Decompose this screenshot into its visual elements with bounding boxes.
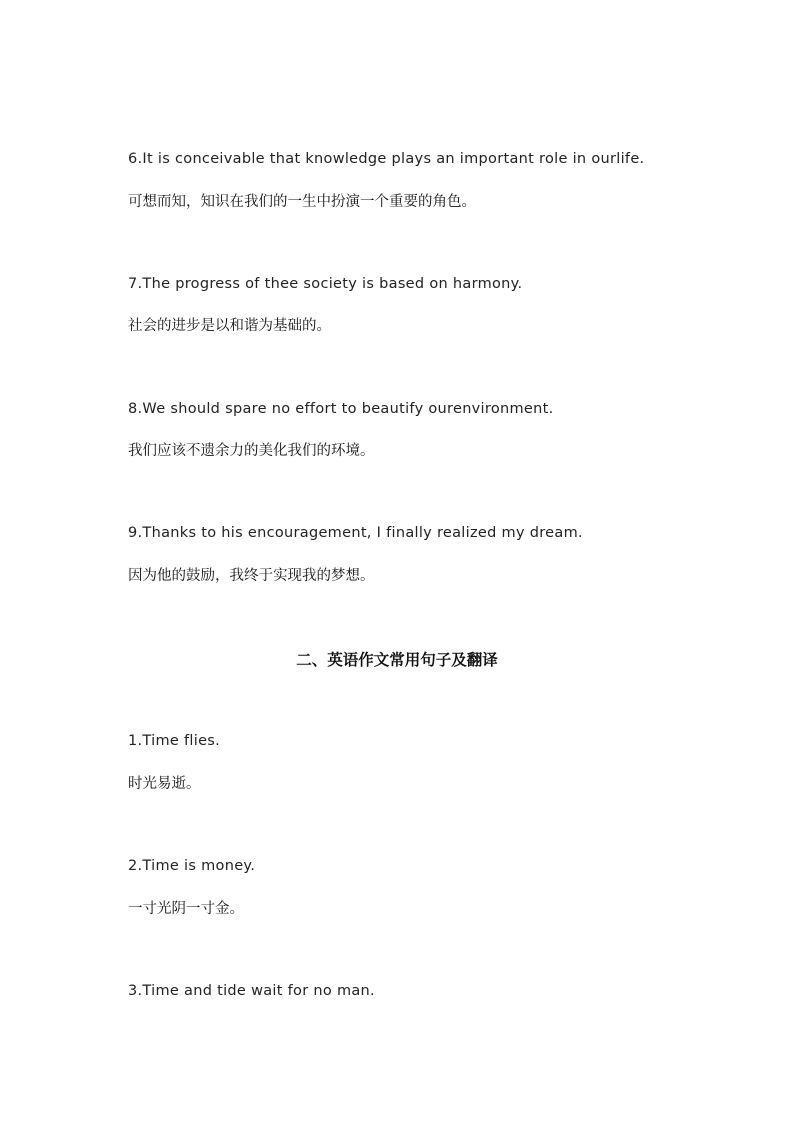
sentence-9-english: 9.Thanks to his encouragement, I finally realized my dream. bbox=[128, 525, 583, 541]
sentence-1-chinese: 时光易逝。 bbox=[128, 776, 201, 792]
sentence-7-english: 7.The progress of thee society is based on harmony. bbox=[128, 276, 523, 292]
sentence-9-chinese: 因为他的鼓励，我终于实现我的梦想。 bbox=[128, 568, 375, 584]
sentence-3-english: 3.Time and tide wait for no man. bbox=[128, 983, 375, 999]
sentence-2-chinese: 一寸光阴一寸金。 bbox=[128, 901, 244, 917]
sentence-6-chinese: 可想而知，知识在我们的一生中扮演一个重要的角色。 bbox=[128, 194, 476, 210]
section-heading: 二、英语作文常用句子及翻译 bbox=[296, 651, 498, 669]
sentence-2-english: 2.Time is money. bbox=[128, 858, 256, 874]
sentence-8-chinese: 我们应该不遗余力的美化我们的环境。 bbox=[128, 443, 375, 459]
sentence-1-english: 1.Time flies. bbox=[128, 733, 221, 749]
sentence-7-chinese: 社会的进步是以和谐为基础的。 bbox=[128, 318, 331, 334]
sentence-6-english: 6.It is conceivable that knowledge plays an important role in ourlife. bbox=[128, 151, 645, 167]
sentence-8-english: 8.We should spare no effort to beautify ourenvironment. bbox=[128, 401, 554, 417]
